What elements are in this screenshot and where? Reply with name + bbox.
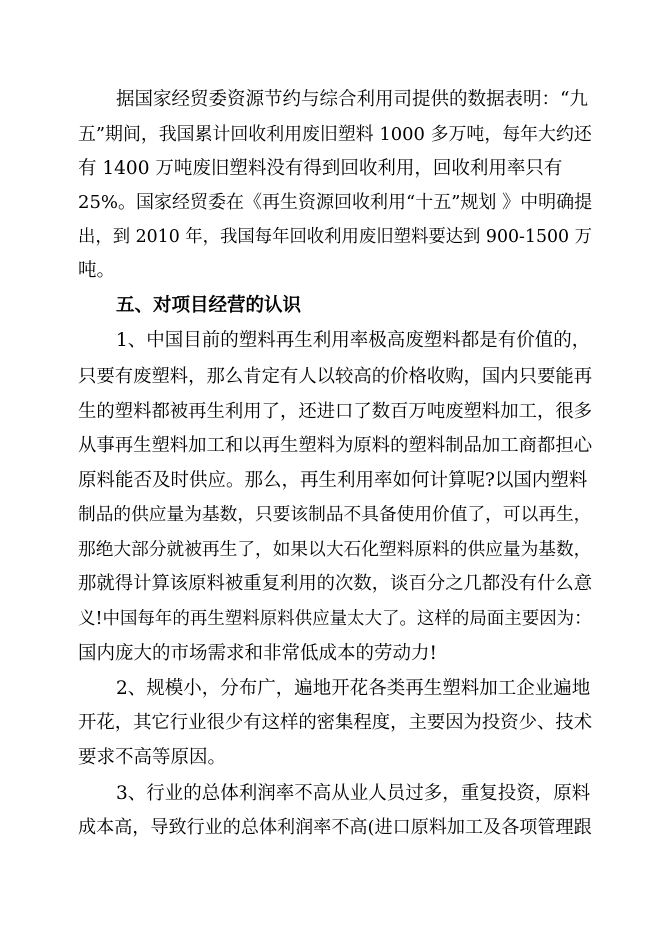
line-text: 那绝大部分就被再生了，如果以大石化塑料原料的供应量为基数， [78, 540, 592, 560]
paragraph-line [0, 810, 662, 846]
paragraph-line [0, 463, 662, 499]
line-text: 国内庞大的市场需求和非常低成本的劳动力! [78, 643, 437, 664]
line-text: 义!中国每年的再生塑料原料供应量太大了。这样的局面主要因为： [78, 609, 592, 629]
paragraph-line [0, 117, 662, 153]
line-text: 成本高，导致行业的总体利润率不高(进口原料加工及各项管理跟 [78, 817, 592, 838]
line-text: 开花，其它行业很少有这样的密集程度，主要因为投资少、技术 [78, 712, 593, 733]
line-text: 制品的供应量为基数，只要该制品不具备使用价值了，可以再生， [78, 505, 592, 525]
paragraph-line [0, 323, 662, 359]
paragraph-line [0, 394, 662, 430]
line-text: 吨。 [78, 260, 116, 281]
line-text: 3、行业的总体利润率不高从业人员过多，重复投资，原料 [116, 783, 591, 804]
paragraph-line [0, 253, 662, 289]
paragraph-line [0, 636, 662, 672]
section-heading [0, 288, 662, 324]
paragraph-line [0, 151, 662, 187]
paragraph-line [0, 82, 662, 118]
paragraph-line [0, 740, 662, 776]
heading-text: 五、对项目经营的认识 [116, 295, 302, 316]
line-text: 出，到 2010 年，我国每年回收利用废旧塑料要达到 900-1500 万 [78, 227, 592, 247]
line-text: 有 1400 万吨废旧塑料没有得到回收利用，回收利用率只有 [78, 158, 563, 179]
paragraph-line [0, 671, 662, 707]
paragraph-line [0, 359, 662, 395]
paragraph-line [0, 601, 662, 637]
paragraph-line [0, 705, 662, 741]
line-text: 2、规模小，分布广，遍地开花各类再生塑料加工企业遍地 [116, 678, 591, 699]
paragraph-line [0, 428, 662, 464]
line-text: 生的塑料都被再生利用了，还进口了数百万吨废塑料加工，很多 [78, 401, 593, 422]
line-text: 五”期间，我国累计回收利用废旧塑料 1000 多万吨，每年大约还 [78, 124, 592, 145]
paragraph-line [0, 776, 662, 812]
line-text: 从事再生塑料加工和以再生塑料为原料的塑料制品加工商都担心 [78, 435, 593, 456]
paragraph-line [0, 532, 662, 568]
line-text: 原料能否及时供应。那么，再生利用率如何计算呢?以国内塑料 [78, 470, 588, 491]
line-text: 那就得计算该原料被重复利用的次数，谈百分之几都没有什么意 [78, 573, 593, 594]
line-text: 只要有废塑料，那么肯定有人以较高的价格收购，国内只要能再 [78, 366, 593, 387]
paragraph-line [0, 497, 662, 533]
line-text: 据国家经贸委资源节约与综合利用司提供的数据表明：“九 [116, 89, 588, 110]
line-text: 1、中国目前的塑料再生利用率极高废塑料都是有价值的， [116, 330, 591, 351]
paragraph-line [0, 566, 662, 602]
paragraph-line [0, 219, 662, 255]
paragraph-line [0, 185, 662, 221]
line-text: 25%。国家经贸委在《再生资源回收利用“十五”规划 》中明确提 [78, 192, 593, 213]
line-text: 要求不高等原因。 [78, 747, 227, 768]
